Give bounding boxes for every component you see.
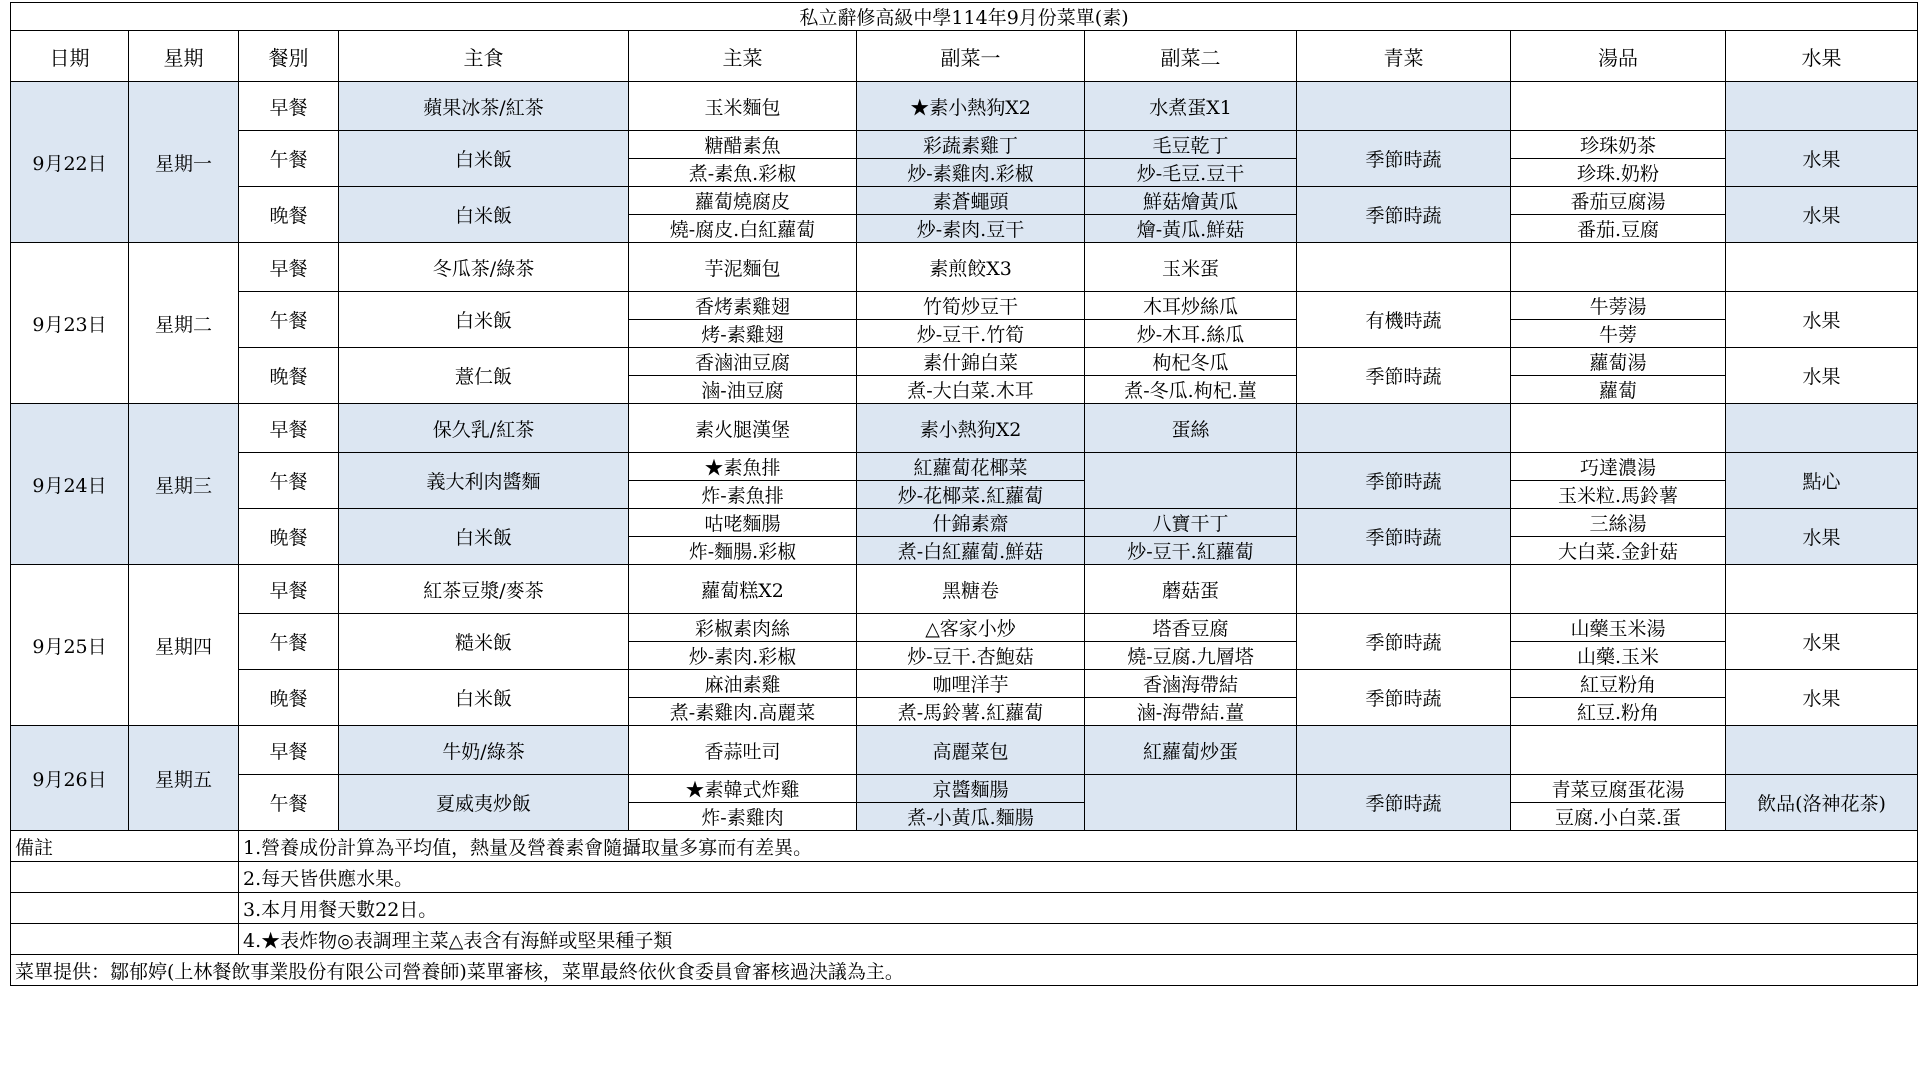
side-dish-1-cell: 素煎餃X3 — [857, 243, 1085, 292]
notes-label — [11, 893, 239, 924]
soup-cell — [1511, 726, 1726, 775]
main-dish-cell: ★素魚排 — [629, 453, 857, 481]
date-cell: 9月26日 — [11, 726, 129, 831]
note-item: 1.營養成份計算為平均值，熱量及營養素會隨攝取量多寡而有差異。 — [239, 831, 1918, 862]
side-dish-2-ingredients: 燴-黃瓜.鮮菇 — [1085, 215, 1297, 243]
side-dish-1-cell: 竹筍炒豆干 — [857, 292, 1085, 320]
side-dish-1-ingredients: 炒-花椰菜.紅蘿蔔 — [857, 481, 1085, 509]
meal-type-cell: 晚餐 — [239, 509, 339, 565]
side-dish-2-ingredients: 煮-冬瓜.枸杞.薑 — [1085, 376, 1297, 404]
meal-type-cell: 早餐 — [239, 726, 339, 775]
column-header: 主食 — [339, 31, 629, 82]
side-dish-2-cell: 塔香豆腐 — [1085, 614, 1297, 642]
soup-cell: 珍珠奶茶 — [1511, 131, 1726, 159]
main-dish-cell: 香蒜吐司 — [629, 726, 857, 775]
main-dish-ingredients: 煮-素雞肉.高麗菜 — [629, 698, 857, 726]
side-dish-2-ingredients: 滷-海帶結.薑 — [1085, 698, 1297, 726]
side-dish-2-cell: 枸杞冬瓜 — [1085, 348, 1297, 376]
meal-type-cell: 午餐 — [239, 614, 339, 670]
soup-ingredients: 大白菜.金針菇 — [1511, 537, 1726, 565]
side-dish-2-cell: 紅蘿蔔炒蛋 — [1085, 726, 1297, 775]
soup-ingredients: 山藥.玉米 — [1511, 642, 1726, 670]
vegetable-cell: 有機時蔬 — [1297, 292, 1511, 348]
main-dish-ingredients: 烤-素雞翅 — [629, 320, 857, 348]
date-cell: 9月23日 — [11, 243, 129, 404]
menu-footer: 菜單提供：鄒郁婷(上林餐飲事業股份有限公司營養師)菜單審核，菜單最終依伙食委員會審核過決議為主。 — [11, 955, 1918, 986]
column-header: 餐別 — [239, 31, 339, 82]
meal-type-cell: 午餐 — [239, 775, 339, 831]
fruit-cell — [1726, 565, 1918, 614]
meal-type-cell: 晚餐 — [239, 670, 339, 726]
main-dish-cell: 糖醋素魚 — [629, 131, 857, 159]
main-dish-cell: 素火腿漢堡 — [629, 404, 857, 453]
fruit-cell: 水果 — [1726, 670, 1918, 726]
main-dish-ingredients: 燒-腐皮.白紅蘿蔔 — [629, 215, 857, 243]
date-cell: 9月22日 — [11, 82, 129, 243]
soup-cell: 番茄豆腐湯 — [1511, 187, 1726, 215]
side-dish-2-cell: 鮮菇燴黃瓜 — [1085, 187, 1297, 215]
main-dish-cell: 香滷油豆腐 — [629, 348, 857, 376]
notes-label — [11, 862, 239, 893]
fruit-cell: 水果 — [1726, 131, 1918, 187]
main-dish-ingredients: 煮-素魚.彩椒 — [629, 159, 857, 187]
notes-label: 備註 — [11, 831, 239, 862]
main-dish-cell: 咕咾麵腸 — [629, 509, 857, 537]
main-dish-cell: 芋泥麵包 — [629, 243, 857, 292]
vegetable-cell: 季節時蔬 — [1297, 348, 1511, 404]
side-dish-1-cell: 素什錦白菜 — [857, 348, 1085, 376]
side-dish-2-cell: 玉米蛋 — [1085, 243, 1297, 292]
fruit-cell: 水果 — [1726, 509, 1918, 565]
meal-type-cell: 早餐 — [239, 565, 339, 614]
side-dish-1-cell: 黑糖卷 — [857, 565, 1085, 614]
side-dish-1-ingredients: 煮-白紅蘿蔔.鮮菇 — [857, 537, 1085, 565]
main-dish-cell: ★素韓式炸雞 — [629, 775, 857, 803]
soup-ingredients: 紅豆.粉角 — [1511, 698, 1726, 726]
main-dish-cell: 蘿蔔糕X2 — [629, 565, 857, 614]
column-header: 日期 — [11, 31, 129, 82]
vegetable-cell: 季節時蔬 — [1297, 453, 1511, 509]
main-dish-ingredients: 炸-素雞肉 — [629, 803, 857, 831]
fruit-cell — [1726, 82, 1918, 131]
weekday-cell: 星期四 — [129, 565, 239, 726]
meal-type-cell: 晚餐 — [239, 348, 339, 404]
side-dish-1-ingredients: 煮-大白菜.木耳 — [857, 376, 1085, 404]
main-dish-ingredients: 炸-素魚排 — [629, 481, 857, 509]
soup-cell — [1511, 404, 1726, 453]
fruit-cell: 水果 — [1726, 348, 1918, 404]
vegetable-cell — [1297, 243, 1511, 292]
meal-type-cell: 早餐 — [239, 243, 339, 292]
fruit-cell: 水果 — [1726, 292, 1918, 348]
soup-cell: 三絲湯 — [1511, 509, 1726, 537]
side-dish-2-cell: 香滷海帶結 — [1085, 670, 1297, 698]
column-header: 副菜一 — [857, 31, 1085, 82]
column-header: 青菜 — [1297, 31, 1511, 82]
side-dish-2-cell: 蛋絲 — [1085, 404, 1297, 453]
side-dish-2-cell: 八寶干丁 — [1085, 509, 1297, 537]
side-dish-2-ingredients: 炒-豆干.紅蘿蔔 — [1085, 537, 1297, 565]
meal-type-cell: 午餐 — [239, 453, 339, 509]
staple-cell: 紅茶豆漿/麥茶 — [339, 565, 629, 614]
weekday-cell: 星期二 — [129, 243, 239, 404]
side-dish-1-cell: 咖哩洋芋 — [857, 670, 1085, 698]
main-dish-cell: 玉米麵包 — [629, 82, 857, 131]
staple-cell: 白米飯 — [339, 131, 629, 187]
vegetable-cell — [1297, 404, 1511, 453]
side-dish-1-ingredients: 炒-素雞肉.彩椒 — [857, 159, 1085, 187]
soup-ingredients: 玉米粒.馬鈴薯 — [1511, 481, 1726, 509]
main-dish-ingredients: 炒-素肉.彩椒 — [629, 642, 857, 670]
meal-type-cell: 早餐 — [239, 82, 339, 131]
side-dish-2-cell: 蘑菇蛋 — [1085, 565, 1297, 614]
note-item: 3.本月用餐天數22日。 — [239, 893, 1918, 924]
soup-ingredients: 番茄.豆腐 — [1511, 215, 1726, 243]
side-dish-2-cell: 木耳炒絲瓜 — [1085, 292, 1297, 320]
side-dish-1-cell: 什錦素齋 — [857, 509, 1085, 537]
side-dish-2-ingredients: 炒-毛豆.豆干 — [1085, 159, 1297, 187]
side-dish-1-cell: 素小熱狗X2 — [857, 404, 1085, 453]
weekday-cell: 星期五 — [129, 726, 239, 831]
column-header: 副菜二 — [1085, 31, 1297, 82]
staple-cell: 白米飯 — [339, 670, 629, 726]
side-dish-2-cell: 毛豆乾丁 — [1085, 131, 1297, 159]
weekday-cell: 星期三 — [129, 404, 239, 565]
main-dish-cell: 彩椒素肉絲 — [629, 614, 857, 642]
soup-cell: 青菜豆腐蛋花湯 — [1511, 775, 1726, 803]
staple-cell: 白米飯 — [339, 509, 629, 565]
vegetable-cell: 季節時蔬 — [1297, 670, 1511, 726]
column-header: 星期 — [129, 31, 239, 82]
main-dish-cell: 香烤素雞翅 — [629, 292, 857, 320]
vegetable-cell — [1297, 726, 1511, 775]
staple-cell: 夏威夷炒飯 — [339, 775, 629, 831]
side-dish-1-ingredients: 炒-豆干.竹筍 — [857, 320, 1085, 348]
date-cell: 9月25日 — [11, 565, 129, 726]
soup-cell: 山藥玉米湯 — [1511, 614, 1726, 642]
staple-cell: 白米飯 — [339, 292, 629, 348]
side-dish-1-cell: 高麗菜包 — [857, 726, 1085, 775]
side-dish-1-cell: 素蒼蠅頭 — [857, 187, 1085, 215]
staple-cell: 義大利肉醬麵 — [339, 453, 629, 509]
staple-cell: 薏仁飯 — [339, 348, 629, 404]
side-dish-1-cell: 紅蘿蔔花椰菜 — [857, 453, 1085, 481]
staple-cell: 蘋果冰茶/紅茶 — [339, 82, 629, 131]
main-dish-ingredients: 滷-油豆腐 — [629, 376, 857, 404]
soup-ingredients: 豆腐.小白菜.蛋 — [1511, 803, 1726, 831]
vegetable-cell: 季節時蔬 — [1297, 187, 1511, 243]
date-cell: 9月24日 — [11, 404, 129, 565]
fruit-cell: 水果 — [1726, 614, 1918, 670]
soup-cell: 紅豆粉角 — [1511, 670, 1726, 698]
column-header: 水果 — [1726, 31, 1918, 82]
column-header: 主菜 — [629, 31, 857, 82]
soup-cell — [1511, 82, 1726, 131]
menu-table — [10, 2, 1918, 986]
side-dish-1-ingredients: 炒-素肉.豆干 — [857, 215, 1085, 243]
side-dish-2-ingredients: 炒-木耳.絲瓜 — [1085, 320, 1297, 348]
side-dish-1-ingredients: 炒-豆干.杏鮑菇 — [857, 642, 1085, 670]
fruit-cell — [1726, 404, 1918, 453]
weekday-cell: 星期一 — [129, 82, 239, 243]
fruit-cell: 點心 — [1726, 453, 1918, 509]
side-dish-1-ingredients: 煮-馬鈴薯.紅蘿蔔 — [857, 698, 1085, 726]
vegetable-cell: 季節時蔬 — [1297, 614, 1511, 670]
side-dish-2-cell: 水煮蛋X1 — [1085, 82, 1297, 131]
note-item: 4.★表炸物◎表調理主菜△表含有海鮮或堅果種子類 — [239, 924, 1918, 955]
menu-title: 私立辭修高級中學114年9月份菜單(素) — [11, 3, 1918, 31]
soup-ingredients: 牛蒡 — [1511, 320, 1726, 348]
soup-ingredients: 珍珠.奶粉 — [1511, 159, 1726, 187]
meal-type-cell: 晚餐 — [239, 187, 339, 243]
vegetable-cell: 季節時蔬 — [1297, 509, 1511, 565]
notes-label — [11, 924, 239, 955]
side-dish-2-cell — [1085, 775, 1297, 831]
staple-cell: 保久乳/紅茶 — [339, 404, 629, 453]
column-header: 湯品 — [1511, 31, 1726, 82]
meal-type-cell: 早餐 — [239, 404, 339, 453]
vegetable-cell: 季節時蔬 — [1297, 775, 1511, 831]
main-dish-ingredients: 炸-麵腸.彩椒 — [629, 537, 857, 565]
side-dish-2-cell — [1085, 453, 1297, 509]
fruit-cell: 飲品(洛神花茶) — [1726, 775, 1918, 831]
main-dish-cell: 蘿蔔燒腐皮 — [629, 187, 857, 215]
note-item: 2.每天皆供應水果。 — [239, 862, 1918, 893]
vegetable-cell: 季節時蔬 — [1297, 131, 1511, 187]
meal-type-cell: 午餐 — [239, 292, 339, 348]
fruit-cell: 水果 — [1726, 187, 1918, 243]
fruit-cell — [1726, 243, 1918, 292]
staple-cell: 白米飯 — [339, 187, 629, 243]
vegetable-cell — [1297, 565, 1511, 614]
soup-cell — [1511, 565, 1726, 614]
meal-type-cell: 午餐 — [239, 131, 339, 187]
side-dish-1-cell: 彩蔬素雞丁 — [857, 131, 1085, 159]
staple-cell: 糙米飯 — [339, 614, 629, 670]
soup-cell: 牛蒡湯 — [1511, 292, 1726, 320]
side-dish-1-cell: ★素小熱狗X2 — [857, 82, 1085, 131]
soup-cell — [1511, 243, 1726, 292]
fruit-cell — [1726, 726, 1918, 775]
staple-cell: 牛奶/綠茶 — [339, 726, 629, 775]
staple-cell: 冬瓜茶/綠茶 — [339, 243, 629, 292]
soup-cell: 蘿蔔湯 — [1511, 348, 1726, 376]
main-dish-cell: 麻油素雞 — [629, 670, 857, 698]
vegetable-cell — [1297, 82, 1511, 131]
side-dish-1-cell: 京醬麵腸 — [857, 775, 1085, 803]
soup-ingredients: 蘿蔔 — [1511, 376, 1726, 404]
side-dish-2-ingredients: 燒-豆腐.九層塔 — [1085, 642, 1297, 670]
side-dish-1-ingredients: 煮-小黃瓜.麵腸 — [857, 803, 1085, 831]
side-dish-1-cell: △客家小炒 — [857, 614, 1085, 642]
soup-cell: 巧達濃湯 — [1511, 453, 1726, 481]
